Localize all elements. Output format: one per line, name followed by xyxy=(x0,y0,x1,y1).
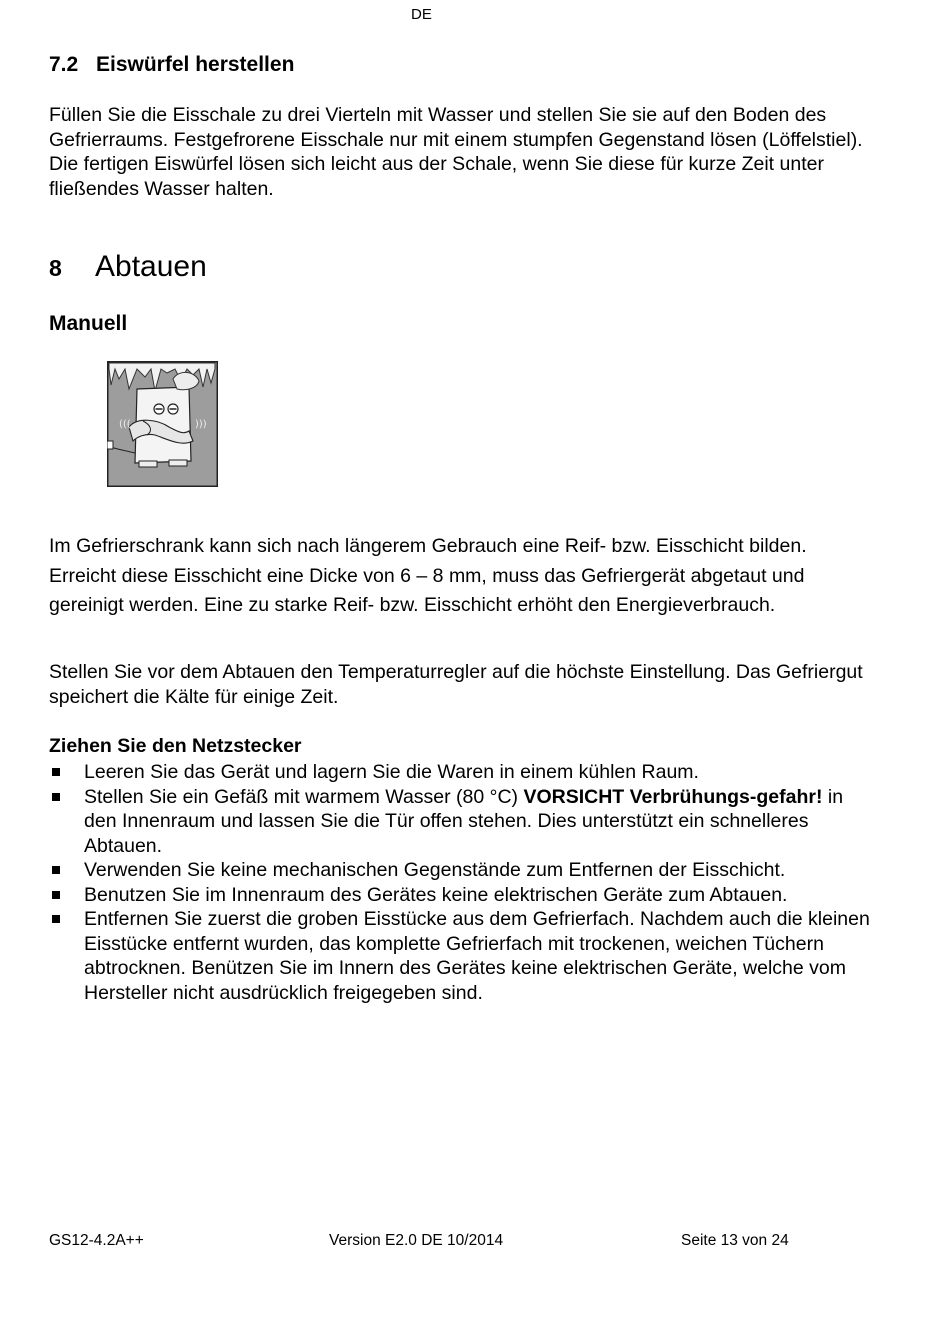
section-7-2-text: Füllen Sie die Eisschale zu drei Vierteln mit Wasser und stellen Sie sie auf den Boden des Gefrierraums. Festgefrorene Eisschale nur mit einem stumpfen Gegenstand lösen (Löffelstiel). Die fertigen Eiswürfel lösen sich leicht aus der Schale, wenn Sie diese für kurze Zeit unter fließendes Wasser halten. xyxy=(49,104,863,200)
section-title: Abtauen xyxy=(95,250,207,283)
defrost-steps-list xyxy=(49,760,879,1005)
svg-text:))): ))) xyxy=(195,419,207,430)
section-8-heading xyxy=(49,250,207,284)
subsection-heading: Manuell xyxy=(49,312,128,335)
footer-model: GS12-4.2A++ xyxy=(49,1232,144,1249)
list-item-text: Entfernen Sie zuerst die groben Eisstücke aus dem Gefrierfach. Nachdem auch die kleinen Eisstücke entfernt wurden, das komplette Gefrierfach mit trockenen, weichen Tüchern abtrocknen. Benützen Sie im Innern des Gerätes keine elektrischen Geräte, welche vom Hersteller nicht ausdrücklich freigegeben sind. xyxy=(84,908,870,1004)
footer-page-number: Seite 13 von 24 xyxy=(681,1232,789,1249)
temperature-paragraph: Stellen Sie vor dem Abtauen den Temperaturregler auf die höchste Einstellung. Das Gefriergut speichert die Kälte für einige Zeit. xyxy=(49,661,863,708)
square-bullet-icon xyxy=(52,768,60,776)
steps-heading: Ziehen Sie den Netzstecker xyxy=(49,735,302,757)
section-title: Eiswürfel herstellen xyxy=(96,53,295,76)
page-language: DE xyxy=(411,6,432,23)
square-bullet-icon xyxy=(52,891,60,899)
list-item xyxy=(49,907,879,1005)
list-item-text: Benutzen Sie im Innenraum des Gerätes keine elektrischen Geräte zum Abtauen. xyxy=(84,883,788,906)
frozen-freezer-illustration xyxy=(107,361,218,487)
footer-version: Version E2.0 DE 10/2014 xyxy=(329,1232,504,1249)
list-item-text: Stellen Sie ein Gefäß mit warmem Wasser (80 °C) xyxy=(84,785,524,808)
list-item xyxy=(49,785,879,859)
defrost-intro-paragraph: Im Gefrierschrank kann sich nach längerem Gebrauch eine Reif- bzw. Eisschicht bilden. Erreicht diese Eisschicht eine Dicke von 6 – 8 mm, muss das Gefriergerät abgetaut und gereinigt werden. Eine zu starke Reif- bzw. Eisschicht erhöht den Energieverbrauch. xyxy=(49,535,807,616)
svg-text:(((: ((( xyxy=(119,419,131,430)
section-number: 7.2 xyxy=(49,53,79,76)
section-7-2-heading xyxy=(49,53,294,77)
list-item xyxy=(49,760,879,785)
section-number: 8 xyxy=(49,255,62,281)
list-item-text: Verwenden Sie keine mechanischen Gegenstände zum Entfernen der Eisschicht. xyxy=(84,859,786,881)
list-item-text: in den Innenraum und lassen Sie die Tür offen stehen. Dies unterstützt ein schnelleres Abtauen. xyxy=(84,785,844,857)
warning-text: VORSICHT Verbrühungs-gefahr! xyxy=(523,785,823,808)
list-item xyxy=(49,883,879,908)
square-bullet-icon xyxy=(52,915,60,923)
list-item-text: Leeren Sie das Gerät und lagern Sie die Waren in einem kühlen Raum. xyxy=(84,761,699,783)
square-bullet-icon xyxy=(52,866,60,874)
list-item xyxy=(49,858,879,883)
square-bullet-icon xyxy=(52,793,60,801)
